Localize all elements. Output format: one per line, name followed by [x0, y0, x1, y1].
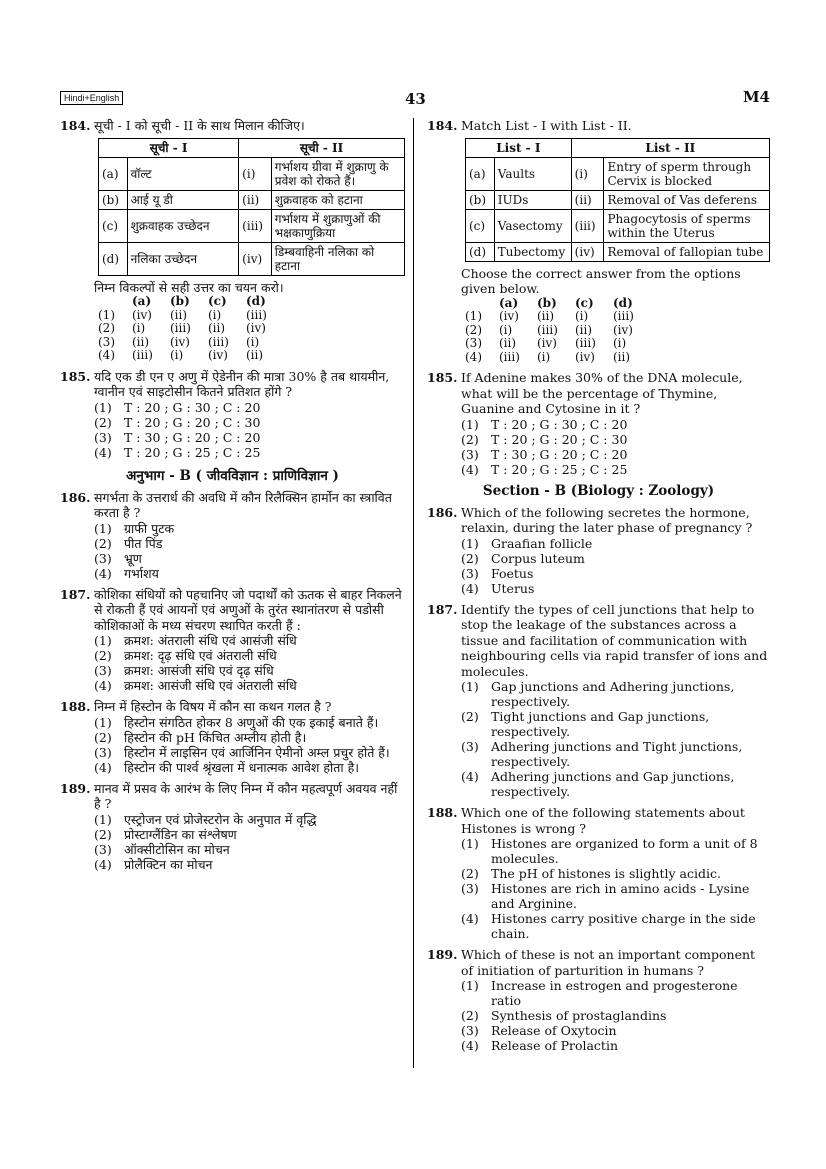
option-text: हिस्टोन में लाइसिन एवं आर्जिनिन ऐमीनो अम्ल प्रचुर होते हैं। [124, 744, 390, 760]
match-table [465, 138, 770, 262]
question-186 [427, 505, 770, 596]
option-text: T : 20 ; G : 20 ; C : 30 [124, 414, 261, 430]
question-stem: Which one of the following statements about Histones is wrong ? [461, 805, 745, 836]
match-cell: शुक्रवाहक को हटाना [271, 190, 404, 209]
question-189 [60, 781, 405, 872]
option-number: (1) [461, 978, 479, 993]
grid-header [465, 297, 499, 311]
option-text: Corpus luteum [491, 550, 585, 566]
option-number: (3) [94, 841, 112, 857]
match-cell: आई यू डी [127, 190, 239, 209]
match-cell: (a) [466, 157, 495, 190]
option-text: The pH of histones is slightly acidic. [491, 866, 721, 881]
option-number: (4) [461, 461, 479, 477]
match-cell: Entry of sperm through Cervix is blocked [604, 157, 770, 190]
option-number: (2) [94, 826, 112, 842]
grid-cell: (ii) [499, 336, 517, 350]
option-number: (2) [461, 866, 479, 881]
option-text: T : 20 ; G : 20 ; C : 30 [491, 431, 628, 447]
option-1 [461, 836, 770, 866]
option-4 [94, 566, 405, 581]
match-cell: Removal of Vas deferens [604, 190, 770, 209]
match-row [99, 157, 405, 190]
question-number: 188. [60, 699, 91, 714]
grid-cell: (i) [208, 307, 222, 322]
option-number: (4) [94, 565, 112, 581]
section-heading: अनुभाग - B ( जीवविज्ञान : प्राणिविज्ञान ) [126, 467, 339, 484]
match-cell: वॉल्ट [127, 157, 239, 190]
option-text: Release of Oxytocin [491, 1023, 617, 1038]
option-text: Synthesis of prostaglandins [491, 1008, 667, 1023]
question-number: 184. [60, 118, 91, 133]
english-column [427, 118, 770, 1059]
grid-header: (d) [613, 295, 633, 310]
option-number: (3) [461, 881, 479, 896]
grid-header: (a) [499, 295, 519, 310]
option-3 [94, 551, 405, 566]
grid-cell: (ii) [132, 334, 150, 349]
option-2 [461, 1008, 770, 1023]
option-text: T : 20 ; G : 30 ; C : 20 [491, 416, 628, 432]
grid-cell: (iv) [170, 334, 190, 349]
question-189 [427, 947, 770, 1053]
list-2-header: सूची - II [239, 138, 405, 157]
match-row [466, 242, 770, 261]
option-text: गर्भाशय [124, 565, 159, 581]
option-text: भ्रूण [124, 550, 142, 566]
option-text: क्रमश: दृढ़ संधि एवं अंतराली संधि [124, 648, 277, 663]
option-number: (4) [94, 856, 112, 872]
option-3 [461, 739, 770, 769]
answer-options-grid [98, 295, 405, 363]
option-number: (4) [461, 580, 479, 596]
option-3 [461, 1023, 770, 1038]
grid-cell: (ii) [575, 322, 593, 337]
option-4 [461, 769, 770, 799]
option-text: ग्राफी पुटक [124, 520, 175, 536]
option-3 [94, 663, 405, 678]
option-number: (3) [94, 663, 112, 678]
option-2 [94, 536, 405, 551]
column-divider [413, 118, 414, 1068]
grid-cell: (1) [98, 307, 115, 322]
grid-cell: (iv) [613, 322, 633, 337]
option-number: (1) [94, 811, 112, 827]
hindi-column [60, 118, 405, 878]
grid-cell: (iv) [208, 348, 228, 362]
grid-cell: (i) [246, 334, 260, 349]
answer-instruction: Choose the correct answer from the options given below. [461, 265, 741, 296]
match-cell: गर्भाशय ग्रीवा में शुक्राणु के प्रवेश को रोकते हैं। [271, 157, 404, 190]
grid-cell: (i) [537, 349, 551, 364]
option-number: (2) [461, 550, 479, 566]
question-187 [427, 602, 770, 800]
option-2 [94, 730, 405, 745]
grid-cell: (3) [465, 336, 482, 350]
option-number: (1) [94, 399, 112, 415]
option-number: (2) [94, 648, 112, 663]
option-number: (2) [461, 431, 479, 447]
option-1 [94, 400, 405, 415]
question-stem: कोशिका संधियों को पहचानिए जो पदार्थों को ऊतक से बाहर निकलने से रोकती हैं एवं आयनों एवं अणुओं के तुरंत स्थानांतरण से पडोसी कोशिकाओं के मध्य संचरण स्थापित करती हैं : [94, 586, 402, 633]
option-text: T : 20 ; G : 25 ; C : 25 [491, 461, 628, 477]
option-text: T : 20 ; G : 25 ; C : 25 [124, 444, 261, 460]
question-number: 185. [60, 368, 91, 384]
grid-cell: (4) [98, 348, 115, 362]
match-cell: IUDs [494, 190, 571, 209]
option-number: (4) [94, 759, 112, 775]
question-number: 189. [427, 947, 458, 962]
option-text: Tight junctions and Gap junctions, respectively. [491, 709, 710, 739]
question-185 [60, 369, 405, 460]
option-text: Uterus [491, 580, 535, 596]
grid-cell: (ii) [613, 349, 631, 364]
option-text: Graafian follicle [491, 535, 593, 551]
grid-header: (c) [575, 295, 594, 310]
option-number: (1) [94, 633, 112, 648]
option-2 [461, 709, 770, 739]
grid-cell: (iii) [170, 321, 191, 335]
question-number: 189. [60, 780, 91, 796]
match-row [99, 242, 405, 275]
match-row [466, 209, 770, 242]
match-cell: Vaults [494, 157, 571, 190]
option-number: (4) [461, 769, 479, 784]
match-row [466, 157, 770, 190]
option-4 [461, 581, 770, 596]
option-number: (3) [461, 739, 479, 754]
option-text: Adhering junctions and Gap junctions, respectively. [491, 769, 735, 799]
option-number: (2) [94, 414, 112, 430]
match-cell: गर्भाशय में शुक्राणुओं की भक्षकाणुक्रिया [271, 209, 404, 242]
grid-cell: (iii) [246, 307, 267, 322]
match-row [99, 209, 405, 242]
option-number: (3) [94, 550, 112, 566]
grid-cell: (ii) [246, 348, 264, 362]
question-number: 188. [427, 805, 458, 820]
match-cell: Phagocytosis of sperms within the Uterus [604, 209, 770, 242]
option-2 [461, 551, 770, 566]
option-3 [94, 842, 405, 857]
question-stem: Identify the types of cell junctions that help to stop the leakage of the substances across a tissue and facilitation of communication with neighbouring cells via rapid transfer of ions and molecules. [461, 601, 768, 679]
option-number: (1) [461, 416, 479, 432]
list-2-header: List - II [571, 138, 769, 157]
grid-cell: (3) [98, 334, 115, 349]
question-number: 187. [60, 586, 91, 602]
grid-header: (c) [208, 294, 227, 308]
option-number: (4) [94, 444, 112, 460]
match-cell: (iii) [571, 209, 604, 242]
question-number: 186. [427, 504, 458, 520]
option-1 [94, 633, 405, 648]
option-1 [94, 715, 405, 730]
option-text: T : 30 ; G : 20 ; C : 20 [491, 446, 628, 462]
option-number: (3) [461, 1023, 479, 1038]
grid-cell: (1) [465, 309, 482, 323]
match-cell: (b) [466, 190, 495, 209]
option-2 [94, 415, 405, 430]
grid-cell: (iii) [208, 334, 229, 349]
grid-header: (d) [246, 294, 266, 308]
option-number: (4) [94, 678, 112, 693]
answer-instruction: निम्न विकल्पों से सही उत्तर का चयन करो। [94, 279, 284, 295]
option-text: हिस्टोन की pH किंचित अम्लीय होती है। [124, 729, 307, 745]
language-tag: Hindi+English [60, 91, 123, 105]
grid-header: (b) [537, 295, 557, 310]
match-row [99, 190, 405, 209]
match-cell: (i) [239, 157, 272, 190]
question-stem: Which of these is not an important component of initiation of parturition in humans ? [461, 947, 756, 978]
option-number: (2) [461, 709, 479, 724]
booklet-code: M4 [742, 88, 770, 106]
option-text: क्रमश: अंतराली संधि एवं आसंजी संधि [124, 633, 297, 648]
option-4 [461, 1038, 770, 1053]
question-188 [427, 805, 770, 941]
option-text: T : 30 ; G : 20 ; C : 20 [124, 429, 261, 445]
option-2 [461, 866, 770, 881]
match-cell: (b) [99, 190, 128, 209]
match-cell: (iv) [239, 242, 272, 275]
option-1 [94, 812, 405, 827]
match-cell: Tubectomy [494, 242, 571, 261]
match-cell: (iv) [571, 242, 604, 261]
option-text: T : 20 ; G : 30 ; C : 20 [124, 399, 261, 415]
option-number: (2) [94, 535, 112, 551]
grid-cell: (iv) [499, 309, 519, 323]
grid-cell: (iv) [537, 336, 557, 350]
question-stem: सगर्भता के उत्तरार्ध की अवधि में कौन रिलैक्सिन हार्मोन का स्त्रावित करता है ? [94, 489, 392, 520]
grid-cell: (2) [98, 321, 115, 335]
grid-header: (a) [132, 294, 152, 308]
option-text: एस्ट्रोजन एवं प्रोजेस्टरोन के अनुपात में वृद्धि [124, 811, 317, 827]
question-number: 184. [427, 118, 458, 133]
option-1 [94, 521, 405, 536]
question-188 [60, 699, 405, 775]
grid-cell: (iv) [132, 307, 152, 322]
match-cell: Removal of fallopian tube [604, 242, 770, 261]
option-number: (3) [461, 446, 479, 462]
question-stem: निम्न में हिस्टोन के विषय में कौन सा कथन गलत है ? [94, 699, 332, 714]
match-cell: (a) [99, 157, 128, 190]
match-cell: (ii) [571, 190, 604, 209]
option-number: (1) [461, 836, 479, 851]
grid-cell: (i) [613, 336, 627, 350]
grid-cell: (ii) [537, 309, 555, 323]
match-cell: (d) [466, 242, 495, 261]
match-cell: शुक्रवाहक उच्छेदन [127, 209, 239, 242]
option-1 [461, 536, 770, 551]
option-text: ऑक्सीटोसिन का मोचन [124, 841, 230, 857]
grid-cell: (ii) [170, 307, 188, 322]
option-3 [461, 881, 770, 911]
match-cell: (i) [571, 157, 604, 190]
grid-cell: (2) [465, 322, 482, 337]
option-text: Foetus [491, 565, 534, 581]
option-text: हिस्टोन की पार्श्व श्रृंखला में धनात्मक आवेश होता है। [124, 759, 359, 775]
match-cell: (iii) [239, 209, 272, 242]
match-cell: (d) [99, 242, 128, 275]
question-stem: If Adenine makes 30% of the DNA molecule, what will be the percentage of Thymine, Guanine and Cytosine in it ? [461, 370, 743, 416]
option-3 [94, 745, 405, 760]
option-text: Histones are rich in amino acids - Lysine and Arginine. [491, 881, 750, 911]
match-cell: (c) [466, 209, 495, 242]
option-number: (1) [94, 520, 112, 536]
option-text: Gap junctions and Adhering junctions, respectively. [491, 679, 735, 709]
grid-cell: (4) [465, 349, 482, 364]
section-heading: Section - B (Biology : Zoology) [482, 482, 715, 499]
option-number: (1) [461, 679, 479, 694]
option-number: (3) [461, 565, 479, 581]
option-4 [94, 857, 405, 872]
option-1 [461, 978, 770, 1008]
option-text: Increase in estrogen and progesterone ratio [491, 978, 738, 1008]
option-text: पीत पिंड [124, 535, 163, 551]
list-1-header: सूची - I [99, 138, 239, 157]
grid-cell: (ii) [208, 321, 226, 335]
option-1 [461, 417, 770, 432]
question-186 [60, 490, 405, 581]
option-number: (2) [94, 729, 112, 745]
option-number: (3) [94, 744, 112, 760]
option-number: (4) [461, 1038, 479, 1053]
question-stem: यदि एक डी एन ए अणु में ऐडेनीन की मात्रा 30% है तब थायमीन, ग्वानीन एवं साइटोसीन कितने प्रतिशत होंगे ? [94, 368, 390, 399]
option-1 [461, 679, 770, 709]
option-2 [94, 827, 405, 842]
question-stem: Which of the following secretes the hormone, relaxin, during the later phase of pregnancy ? [461, 504, 753, 535]
question-stem: Match List - I with List - II. [461, 118, 632, 133]
option-text: Release of Prolactin [491, 1038, 619, 1053]
grid-cell: (i) [170, 348, 184, 362]
question-stem: मानव में प्रसव के आरंभ के लिए निम्न में कौन महत्वपूर्ण अवयव नहीं है ? [94, 780, 398, 811]
question-184 [60, 118, 405, 363]
grid-cell: (i) [499, 322, 513, 337]
question-184 [427, 118, 770, 364]
page-number: 43 [405, 90, 426, 108]
option-text: Histones are organized to form a unit of 8 molecules. [491, 836, 758, 866]
option-2 [94, 648, 405, 663]
option-text: क्रमश: आसंजी संधि एवं दृढ़ संधि [124, 663, 274, 678]
question-187 [60, 587, 405, 694]
option-3 [461, 566, 770, 581]
option-4 [94, 760, 405, 775]
option-4 [461, 911, 770, 941]
match-row [466, 190, 770, 209]
option-number: (4) [461, 911, 479, 926]
grid-cell: (i) [575, 309, 589, 323]
grid-header [98, 295, 132, 309]
grid-cell: (iii) [537, 322, 558, 337]
option-number: (3) [94, 429, 112, 445]
option-text: प्रोलैक्टिन का मोचन [124, 856, 213, 872]
option-4 [461, 462, 770, 477]
option-3 [461, 447, 770, 462]
option-number: (1) [94, 714, 112, 730]
question-185 [427, 370, 770, 477]
grid-cell: (iv) [246, 321, 266, 335]
option-text: Adhering junctions and Tight junctions, respectively. [491, 739, 743, 769]
option-text: प्रोस्टाग्लैंडिन का संश्लेषण [124, 826, 237, 842]
question-number: 187. [427, 601, 458, 617]
grid-cell: (iii) [575, 336, 596, 350]
question-number: 186. [60, 489, 91, 505]
option-2 [461, 432, 770, 447]
match-cell: नलिका उच्छेदन [127, 242, 239, 275]
option-text: Histones carry positive charge in the side chain. [491, 911, 756, 941]
match-cell: डिम्बवाहिनी नलिका को हटाना [271, 242, 404, 275]
option-number: (2) [461, 1008, 479, 1023]
grid-header: (b) [170, 294, 190, 308]
option-number: (1) [461, 535, 479, 551]
match-table [98, 138, 405, 276]
grid-cell: (iii) [132, 348, 153, 362]
option-4 [94, 445, 405, 460]
match-cell: (c) [99, 209, 128, 242]
grid-cell: (i) [132, 321, 146, 335]
option-text: हिस्टोन संगठित होकर 8 अणुओं की एक इकाई बनाते हैं। [124, 714, 379, 730]
question-stem: सूची - I को सूची - II के साथ मिलान कीजिए। [94, 118, 305, 133]
grid-cell: (iii) [613, 309, 634, 323]
option-text: क्रमश: आसंजी संधि एवं अंतराली संधि [124, 678, 297, 693]
answer-options-grid [465, 297, 770, 365]
match-cell: Vasectomy [494, 209, 571, 242]
grid-cell: (iii) [499, 349, 520, 364]
list-1-header: List - I [466, 138, 572, 157]
grid-cell: (iv) [575, 349, 595, 364]
option-4 [94, 678, 405, 693]
option-3 [94, 430, 405, 445]
match-cell: (ii) [239, 190, 272, 209]
question-number: 185. [427, 370, 458, 385]
